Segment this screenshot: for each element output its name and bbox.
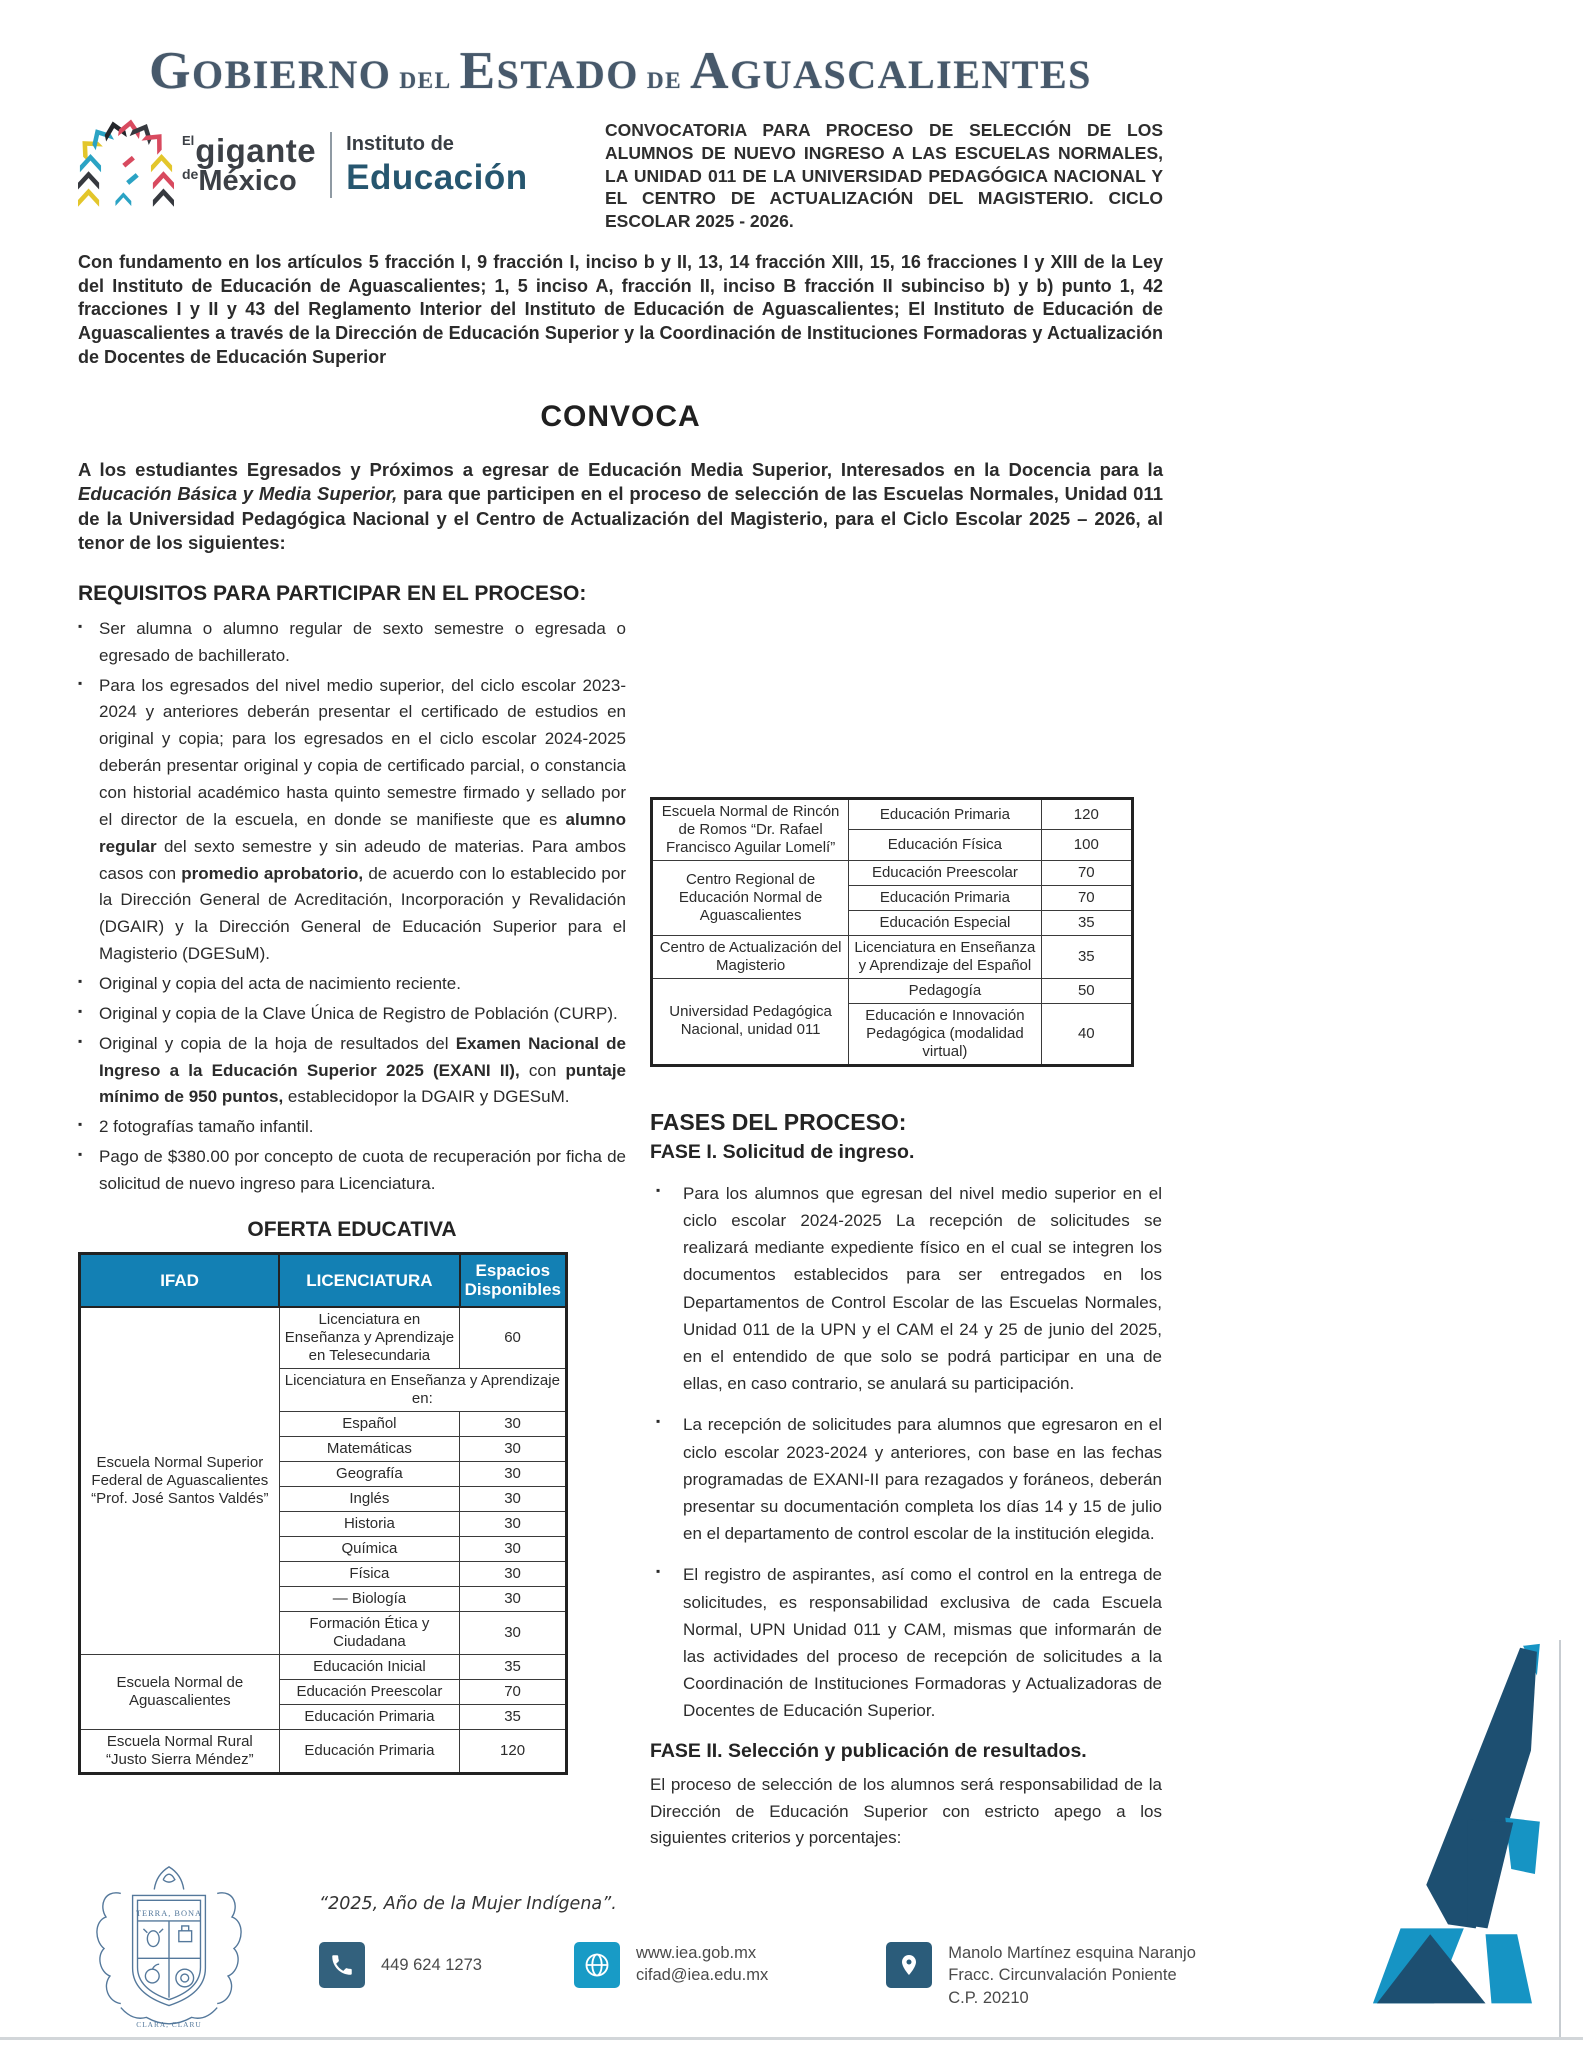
convoca-heading: CONVOCA [540, 399, 701, 433]
scan-edge-line [1559, 1640, 1561, 2040]
requirement-item [78, 673, 626, 968]
program-cell: Licenciatura en Enseñanza y Aprendizaje del Español [849, 935, 1041, 978]
spaces-cell: 30 [460, 1437, 567, 1462]
req-text: con [519, 1060, 566, 1080]
program-cell: Educación Especial [849, 910, 1041, 935]
program-group-cell: Licenciatura en Enseñanza y Aprendizaje en: [279, 1369, 566, 1412]
spaces-cell: 35 [1041, 935, 1132, 978]
fase2-heading: FASE II. Selección y publicación de resultados. [650, 1740, 1087, 1763]
program-cell: Educación Inicial [279, 1655, 459, 1680]
fase2-paragraph: El proceso de selección de los alumnos será responsabilidad de la Dirección de Educación Superior con estricto apego a los siguientes criterios y porcentajes: [650, 1775, 1162, 1848]
program-cell: Licenciatura en Enseñanza y Aprendizaje en Telesecundaria [279, 1307, 459, 1369]
col-header-espacios: Espacios Disponibles [460, 1253, 567, 1307]
addressees-paragraph [78, 458, 1163, 556]
addressees-italic: Educación Básica y Media Superior, [78, 483, 398, 505]
table-row [652, 935, 1133, 978]
spaces-cell: 30 [460, 1512, 567, 1537]
program-cell: Educación Preescolar [849, 860, 1041, 885]
req-text-bold: Examen Nacional de Ingreso a la Educación Superior 2025 (EXANI II), [99, 1033, 626, 1080]
requirement-item [78, 1031, 626, 1112]
web-contact [574, 1942, 768, 1988]
spaces-cell: 100 [1041, 830, 1132, 860]
program-cell: Geografía [279, 1462, 459, 1487]
ifad-cell: Universidad Pedagógica Nacional, unidad 011 [652, 978, 849, 1065]
globe-icon [574, 1942, 620, 1988]
addressees-part: para que participen en el proceso de selección de las Escuelas Normales, Unidad 011 de la Universidad Pedagógica Nacional y el Centro de Actualización del Magisterio, para el Ciclo Escolar 2025 – 2026, al tenor de los siguientes: [78, 483, 1163, 554]
spaces-cell: 35 [460, 1705, 567, 1730]
aguascalientes-a-logo [1328, 1630, 1568, 2035]
address-line: Manolo Martínez esquina Naranjo [948, 1944, 1196, 1962]
gigante-wordmark [182, 134, 316, 196]
fase1-item: ▪ Para los alumnos que egresan del nivel medio superior en el ciclo escolar 2024-2025 La recepción de solicitudes se realizará mediante expediente físico en el cual se integren los documentos establecidos para ser entregados en los Departamentos de Control Escolar de las Escuelas Normales, Unidad 011 de la UPN y el CAM el 24 y 25 de junio del 2025, en el entendido de que solo se podrá participar en una de ellas, en caso contrario, se anulará su participación. [650, 1180, 1162, 1398]
title-word: DE [646, 68, 683, 94]
spaces-cell: 120 [1041, 798, 1132, 830]
program-cell: Educación Física [849, 830, 1041, 860]
requirement-item: ▪ Ser alumna o alumno regular de sexto semestre o egresada o egresado de bachillerato. [78, 616, 626, 670]
instituto-line2: Educación [346, 157, 528, 197]
table-row [652, 860, 1133, 885]
gigante-mexico-logo-icon [78, 119, 174, 211]
two-column-body [78, 582, 1163, 1852]
title-word: GOBIERNO [149, 41, 392, 100]
program-cell: Educación e Innovación Pedagógica (modalidad virtual) [849, 1003, 1041, 1065]
gigante-word: gigante [195, 132, 317, 169]
footer-quote: “2025, Año de la Mujer Indígena”. [319, 1894, 617, 1914]
fase1-heading: FASE I. Solicitud de ingreso. [650, 1140, 915, 1163]
coat-of-arms-icon [85, 1858, 253, 2040]
title-word: ESTADO [459, 41, 639, 100]
req-text: Original y copia de la hoja de resultados del [99, 1033, 456, 1053]
emblem-motto-top: TERRA, BONA [135, 1909, 203, 1919]
table-row [652, 798, 1133, 830]
spaces-cell: 30 [460, 1537, 567, 1562]
table-row [652, 978, 1133, 1003]
req-text: Para los egresados del nivel medio superior, del ciclo escolar 2023-2024 y anteriores deberán presentar el certificado de estudios en original y copia; para los egresados en el ciclo escolar 2024-2025 deberán presentar original y copia de certificado parcial, o constancia con historial académico hasta quinto semestre firmado y sellado por el director de la escuela, en donde se manifieste que es [99, 675, 626, 829]
spaces-cell: 120 [460, 1730, 567, 1774]
program-cell: Formación Ética y Ciudadana [279, 1612, 459, 1655]
req-text: establecidopor la DGAIR y DGESuM. [283, 1087, 570, 1107]
spaces-cell: 70 [460, 1680, 567, 1705]
ifad-cell: Escuela Normal de Aguascalientes [80, 1655, 280, 1730]
address-text [948, 1942, 1196, 2009]
program-cell: Educación Primaria [279, 1705, 459, 1730]
req-text-bold: alumno regular [99, 809, 626, 856]
fase1-item: ▪ La recepción de solicitudes para alumnos que egresaron en el ciclo escolar 2023-2024 y anteriores, con base en las fechas programadas de EXANI-II para rezagados y foráneos, deberán presentar su documentación completa los días 14 y 15 de julio en el departamento de control escolar de la institución elegida. [650, 1411, 1162, 1547]
table-row [80, 1655, 567, 1680]
spaces-cell: 30 [460, 1587, 567, 1612]
oferta-table [78, 1252, 568, 1775]
program-cell: Educación Primaria [279, 1730, 459, 1774]
email-address: cifad@iea.edu.mx [635, 1966, 769, 1985]
instituto-wordmark [346, 133, 527, 198]
emblem-motto-bottom: CLARA, CLARU [136, 2020, 202, 2030]
instituto-line1: Instituto de [346, 132, 454, 155]
brand-divider [330, 132, 332, 198]
header-brand-row [78, 119, 1163, 233]
website-url: www.iea.gob.mx [635, 1944, 757, 1962]
fase1-item: ▪ El registro de aspirantes, así como el control en la entrega de solicitudes, es responsabilidad exclusiva de cada Escuela Normal, UPN Unidad 011 y CAM, mismas que informarán de las actividades del proceso de recepción de solicitudes a la Coordinación de Instituciones Formadoras y Actualizadoras de Docentes de Educación Superior. [650, 1561, 1162, 1724]
table-row [80, 1730, 567, 1774]
ifad-cell: Escuela Normal Rural “Justo Sierra Méndez” [80, 1730, 280, 1774]
spaces-cell: 35 [460, 1655, 567, 1680]
program-cell: Español [279, 1412, 459, 1437]
spaces-cell: 50 [1041, 978, 1132, 1003]
oferta-educativa-heading: OFERTA EDUCATIVA [247, 1217, 457, 1241]
gigante-de: de [182, 166, 199, 182]
fase1-list [650, 1180, 1162, 1725]
legal-foundation-paragraph: Con fundamento en los artículos 5 fracción I, 9 fracción I, inciso b y II, 13, 14 fracción XIII, 15, 16 fracciones I y XIII de la Ley del Instituto de Educación de Aguascalientes; 1, 5 inciso A, fracción II, inciso B fracción II subinciso b) y b) punto 1, 42 fracciones I y II y 43 del Reglamento Interior del Instituto de Educación de Aguascalientes; El Instituto de Educación de Aguascalientes a través de la Dirección de Educación Superior y la Coordinación de Instituciones Formadoras y Actualización de Docentes de Educación Superior [78, 251, 1163, 367]
requirement-item: ▪ Pago de $380.00 por concepto de cuota de recuperación por ficha de solicitud de nuevo ingreso para Licenciatura. [78, 1144, 626, 1198]
spaces-cell: 40 [1041, 1003, 1132, 1065]
ifad-cell: Centro Regional de Educación Normal de Aguascalientes [652, 860, 849, 935]
requisitos-list [78, 616, 626, 1198]
phone-contact [319, 1942, 482, 1988]
spaces-cell: 30 [460, 1562, 567, 1587]
footer [85, 1858, 1196, 2040]
req-text-bold: promedio aprobatorio, [181, 863, 364, 883]
program-cell: Física [279, 1562, 459, 1587]
location-pin-icon [886, 1942, 932, 1988]
phone-icon [319, 1942, 365, 1988]
program-cell: — Biología [279, 1587, 459, 1612]
spaces-cell: 30 [460, 1462, 567, 1487]
spaces-cell: 60 [460, 1307, 567, 1369]
oferta-table-2 [650, 797, 1134, 1067]
requirement-item: ▪ Original y copia de la Clave Única de Registro de Población (CURP). [78, 1001, 626, 1028]
scan-bottom-line [0, 2037, 1583, 2040]
left-column [78, 582, 626, 1775]
program-cell: Educación Primaria [849, 885, 1041, 910]
req-text: del sexto semestre y sin adeudo de materias. Para ambos casos con [99, 836, 626, 883]
program-cell: Inglés [279, 1487, 459, 1512]
program-cell: Educación Preescolar [279, 1680, 459, 1705]
requisitos-heading: REQUISITOS PARA PARTICIPAR EN EL PROCESO: [78, 581, 587, 605]
program-cell: Historia [279, 1512, 459, 1537]
footer-contacts [319, 1942, 1196, 2009]
program-cell: Pedagogía [849, 978, 1041, 1003]
web-text [636, 1942, 768, 1987]
program-cell: Educación Primaria [849, 798, 1041, 830]
spaces-cell: 35 [1041, 910, 1132, 935]
page-title [78, 40, 1163, 101]
spaces-cell: 30 [460, 1412, 567, 1437]
addressees-part: A los estudiantes Egresados y Próximos a egresar de Educación Media Superior, Interesados en la Docencia para la [78, 458, 1163, 480]
right-column [650, 582, 1162, 1852]
fases-heading: FASES DEL PROCESO: [650, 1108, 907, 1135]
program-cell: Matemáticas [279, 1437, 459, 1462]
requirement-item: ▪ Original y copia del acta de nacimiento reciente. [78, 971, 626, 998]
convocatoria-summary: CONVOCATORIA PARA PROCESO DE SELECCIÓN DE LOS ALUMNOS DE NUEVO INGRESO A LAS ESCUELAS NORMALES, LA UNIDAD 011 DE LA UNIVERSIDAD PEDAGÓGICA NACIONAL Y EL CENTRO DE ACTUALIZACIÓN DEL MAGISTERIO. CICLO ESCOLAR 2025 - 2026. [605, 120, 1163, 231]
address-line: Fracc. Circunvalación Poniente [948, 1966, 1177, 1985]
col-header-ifad: IFAD [80, 1253, 280, 1307]
gigante-el: El [182, 133, 195, 148]
address-line: C.P. 20210 [948, 1988, 1029, 2007]
brand-lockup [78, 119, 583, 211]
ifad-cell: Centro de Actualización del Magisterio [652, 935, 849, 978]
phone-number: 449 624 1273 [381, 1956, 482, 1974]
title-word: AGUASCALIENTES [690, 41, 1092, 100]
spaces-cell: 30 [460, 1487, 567, 1512]
program-cell: Química [279, 1537, 459, 1562]
table-row [80, 1307, 567, 1369]
spaces-cell: 30 [460, 1612, 567, 1655]
ifad-cell: Escuela Normal de Rincón de Romos “Dr. Rafael Francisco Aguilar Lomelí” [652, 798, 849, 860]
spaces-cell: 70 [1041, 860, 1132, 885]
ifad-cell: Escuela Normal Superior Federal de Aguascalientes “Prof. José Santos Valdés” [80, 1307, 280, 1655]
spaces-cell: 70 [1041, 885, 1132, 910]
requirement-item: ▪ 2 fotografías tamaño infantil. [78, 1114, 626, 1141]
gigante-mexico: México [198, 165, 297, 197]
col-header-licenciatura: LICENCIATURA [279, 1253, 459, 1307]
footer-info [319, 1858, 1196, 2009]
address-contact [886, 1942, 1196, 2009]
req-text-bold: puntaje mínimo de 950 puntos, [99, 1060, 626, 1107]
req-text: de acuerdo con lo establecido por la Dirección General de Acreditación, Incorporación y Revalidación (DGAIR) y la Dirección General de Educación Superior para el Magisterio (DGESuM). [99, 863, 626, 964]
title-word: DEL [399, 68, 452, 94]
